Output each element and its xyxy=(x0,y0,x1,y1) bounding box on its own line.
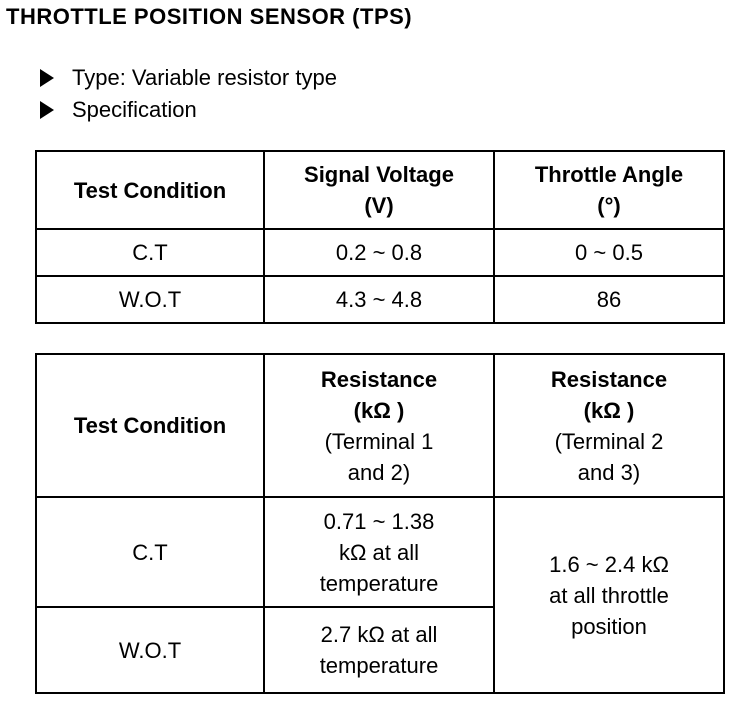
specification-text: Specification xyxy=(72,97,197,122)
cell: C.T xyxy=(36,497,264,607)
header-line: (Terminal 1 xyxy=(324,428,434,454)
cell-line: at all throttle xyxy=(549,582,669,608)
cell-line: position xyxy=(571,613,647,639)
cell-line: temperature xyxy=(319,570,439,596)
bullet-item xyxy=(40,94,337,126)
header-line: Resistance xyxy=(550,366,668,392)
header-line: and 2) xyxy=(347,459,411,485)
cell: 0 ~ 0.5 xyxy=(494,229,724,276)
cell: C.T xyxy=(36,229,264,276)
cell: W.O.T xyxy=(36,276,264,323)
header-line: Resistance xyxy=(320,366,438,392)
cell: 0.2 ~ 0.8 xyxy=(264,229,494,276)
cell-line: kΩ at all xyxy=(338,539,420,565)
header-line: (V) xyxy=(364,193,394,218)
resistance-1-2-header xyxy=(264,354,494,497)
table-row xyxy=(36,276,724,323)
header-line: (kΩ ) xyxy=(353,397,405,423)
resistance-2-3-header xyxy=(494,354,724,497)
signal-voltage-header xyxy=(264,151,494,229)
table-row xyxy=(36,497,724,607)
triangle-bullet-icon xyxy=(40,69,54,87)
test-condition-header: Test Condition xyxy=(36,151,264,229)
type-text: Type: Variable resistor type xyxy=(72,65,337,90)
cell: W.O.T xyxy=(36,607,264,693)
header-line: Throttle Angle xyxy=(534,162,684,187)
cell-line: temperature xyxy=(319,653,439,678)
triangle-bullet-icon xyxy=(40,101,54,119)
header-line: Signal Voltage xyxy=(304,162,454,187)
throttle-angle-header xyxy=(494,151,724,229)
cell xyxy=(264,607,494,693)
header-line: (°) xyxy=(597,193,621,218)
cell xyxy=(264,497,494,607)
page-title: THROTTLE POSITION SENSOR (TPS) xyxy=(6,4,413,29)
header-line: and 3) xyxy=(577,459,641,485)
table-row xyxy=(36,229,724,276)
bullet-item xyxy=(40,62,337,94)
signal-voltage-table xyxy=(35,150,725,324)
resistance-2-3-cell xyxy=(494,497,724,693)
cell-line: 0.71 ~ 1.38 xyxy=(323,508,435,534)
cell-line: 1.6 ~ 2.4 kΩ xyxy=(549,551,669,577)
header-line: (Terminal 2 xyxy=(554,428,664,454)
resistance-table xyxy=(35,353,725,694)
test-condition-header: Test Condition xyxy=(36,354,264,497)
cell: 4.3 ~ 4.8 xyxy=(264,276,494,323)
spec-bullets xyxy=(40,62,337,126)
cell-line: 2.7 kΩ at all xyxy=(320,622,438,647)
header-line: (kΩ ) xyxy=(583,397,635,423)
cell: 86 xyxy=(494,276,724,323)
